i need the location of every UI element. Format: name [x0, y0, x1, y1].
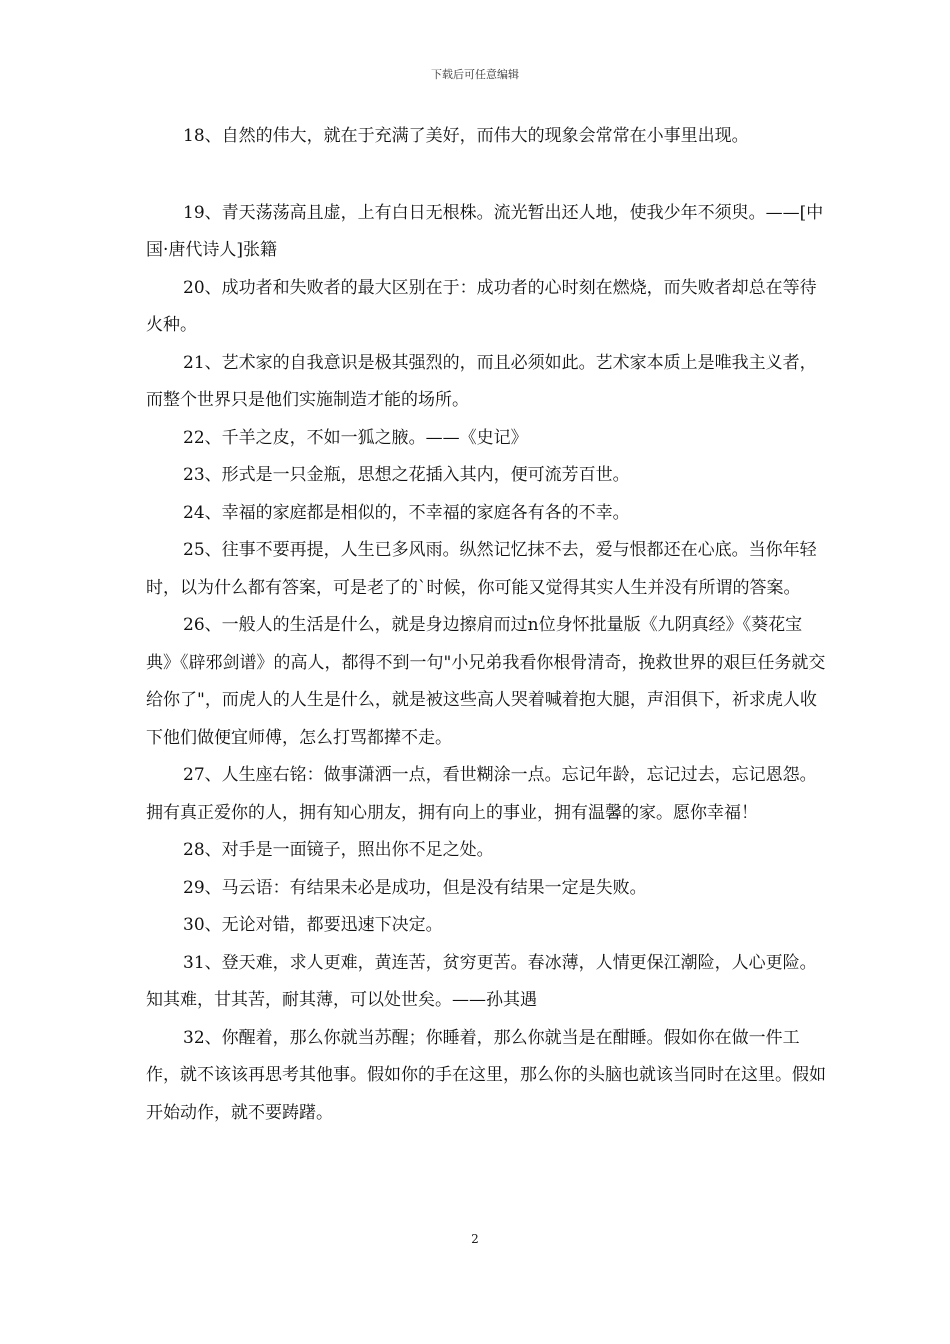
paragraph-31: 31、登天难，求人更难，黄连苦，贫穷更苦。春冰薄，人情更保江潮险，人心更险。知其难，甘其苦，耐其薄，可以处世矣。——孙其遇 — [146, 952, 817, 1010]
paragraph-29: 29、马云语：有结果未必是成功，但是没有结果一定是失败。 — [183, 877, 647, 898]
paragraph-18: 18、自然的伟大，就在于充满了美好，而伟大的现象会常常在小事里出现。 — [183, 126, 749, 146]
paragraph-22: 22、千羊之皮，不如一狐之腋。——《史记》 — [183, 427, 528, 448]
paragraph-21: 21、艺术家的自我意识是极其强烈的，而且必须如此。艺术家本质上是唯我主义者，而整个世界只是他们实施制造才能的场所。 — [146, 352, 817, 410]
paragraph-27: 27、人生座右铭：做事潇洒一点，看世糊涂一点。忘记年龄，忘记过去，忘记恩怨。拥有真正爱你的人，拥有知心朋友，拥有向上的事业，拥有温馨的家。愿你幸福！ — [146, 765, 817, 823]
paragraph-28: 28、对手是一面镜子，照出你不足之处。 — [183, 840, 494, 860]
paragraph-25: 25、往事不要再提，人生已多风雨。纵然记忆抹不去，爱与恨都还在心底。当你年轻时，以为什么都有答案，可是老了的`时候，你可能又觉得其实人生并没有所谓的答案。 — [146, 540, 817, 598]
paragraph-26: 26、一般人的生活是什么，就是身边擦肩而过n位身怀批量版《九阴真经》《葵花宝典》《辟邪剑谱》的高人，都得不到一句"小兄弟我看你根骨清奇，挽救世界的艰巨任务就交给你了"，而虎人的人生是什么，就是被这些高人哭着喊着抱大腿，声泪俱下，祈求虎人收下他们做便宜师傅，怎么打骂都撵不走。 — [146, 615, 826, 748]
paragraph-20: 20、成功者和失败者的最大区别在于：成功者的心时刻在燃烧，而失败者却总在等待火种。 — [146, 277, 817, 335]
page-header: 下载后可任意编辑 — [431, 68, 519, 81]
paragraph-19: 19、青天荡荡高且虚，上有白日无根株。流光暂出还人地，使我少年不须臾。——[中国·唐代诗人]张籍 — [146, 202, 824, 260]
paragraph-32: 32、你醒着，那么你就当苏醒；你睡着，那么你就当是在酣睡。假如你在做一件工作，就不该该再思考其他事。假如你的手在这里，那么你的头脑也就该当同时在这里。假如开始动作，就不要踌躇。 — [146, 1027, 826, 1123]
paragraph-24: 24、幸福的家庭都是相似的，不幸福的家庭各有各的不幸。 — [183, 502, 630, 523]
paragraph-23: 23、形式是一只金瓶，思想之花插入其内，便可流芳百世。 — [183, 465, 630, 485]
paragraph-30: 30、无论对错，都要迅速下决定。 — [183, 915, 443, 935]
document-body — [146, 118, 826, 1132]
page-number: 2 — [471, 1232, 479, 1246]
